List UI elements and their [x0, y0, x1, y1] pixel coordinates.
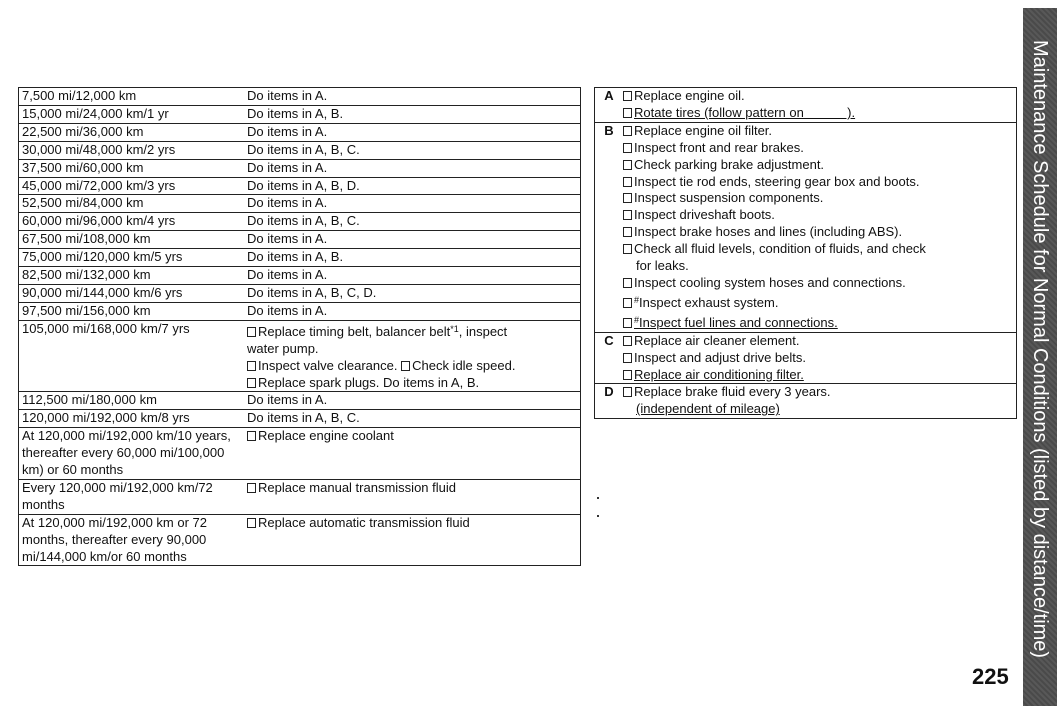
- action-cell: Do items in A.: [247, 267, 328, 283]
- table-row: [19, 195, 580, 213]
- group-d: [595, 384, 1016, 418]
- checkbox-icon: [623, 91, 632, 101]
- mileage-cell: At 120,000 mi/192,000 km/10 years, thereafter every 60,000 mi/100,000 km) or 60 months: [22, 428, 231, 478]
- item-text: Inspect suspension components.: [634, 190, 824, 206]
- group-items: [623, 333, 1016, 384]
- list-item: [623, 174, 1016, 191]
- action-cell: Do items in A, B.: [247, 105, 344, 121]
- hash-mark: #: [634, 314, 640, 325]
- checkbox-icon: [623, 318, 632, 328]
- group-items: [623, 384, 1016, 418]
- action-cell: Do items in A.: [247, 195, 328, 211]
- list-item: [623, 367, 1016, 384]
- list-item: [623, 241, 1016, 258]
- checkbox-icon: [623, 193, 632, 203]
- table-row: [19, 392, 580, 410]
- mileage-cell: 82,500 mi/132,000 km: [22, 267, 151, 283]
- footnote-mark: *1: [450, 323, 459, 334]
- action-cell: Do items in A, B, C.: [247, 141, 360, 157]
- action-cell: [247, 515, 580, 566]
- group-items: [623, 88, 1016, 122]
- checkbox-icon: [623, 370, 632, 380]
- table-row: [19, 303, 580, 321]
- table-row: [19, 249, 580, 267]
- mileage-cell: 105,000 mi/168,000 km/7 yrs: [22, 320, 190, 336]
- mileage-cell: 75,000 mi/120,000 km/5 yrs: [22, 249, 183, 265]
- item-text: Check all fluid levels, condition of fluids, and check: [634, 241, 926, 257]
- table-row-105k: [19, 321, 580, 393]
- mileage-cell: 37,500 mi/60,000 km: [22, 159, 144, 175]
- mileage-cell: At 120,000 mi/192,000 km or 72 months, thereafter every 90,000 mi/144,000 km/or 60 months: [22, 514, 208, 564]
- checkbox-icon: [623, 298, 632, 308]
- group-b: [595, 123, 1016, 333]
- table-row: [19, 410, 580, 428]
- checkbox-icon: [247, 361, 256, 371]
- item-text: Replace engine oil filter.: [634, 122, 773, 138]
- mileage-cell: 120,000 mi/192,000 km/8 yrs: [22, 410, 190, 426]
- item-text: Replace engine oil.: [634, 88, 745, 103]
- checkbox-icon: [623, 278, 632, 288]
- checkbox-icon: [623, 126, 632, 136]
- checkbox-icon: [623, 387, 632, 397]
- item-text: Inspect tie rod ends, steering gear box and boots.: [634, 173, 920, 189]
- checkbox-icon: [623, 143, 632, 153]
- table-row-manual-trans: [19, 480, 580, 515]
- action-text: Replace automatic transmission fluid: [258, 514, 470, 530]
- group-letter: C: [604, 332, 614, 348]
- table-row: [19, 178, 580, 196]
- mileage-cell: 60,000 mi/96,000 km/4 yrs: [22, 213, 176, 229]
- list-item: [623, 105, 1016, 122]
- action-cell: Do items in A.: [247, 159, 328, 175]
- list-item: [623, 207, 1016, 224]
- action-cell: Do items in A.: [247, 392, 328, 408]
- table-row: [19, 285, 580, 303]
- checkbox-icon: [247, 378, 256, 388]
- action-text: Check idle speed.: [412, 357, 516, 373]
- mileage-cell: 112,500 mi/180,000 km: [22, 392, 157, 408]
- item-text: Check parking brake adjustment.: [634, 156, 825, 172]
- section-title: Maintenance Schedule for Normal Conditions (listed by distance/time): [1029, 40, 1051, 659]
- list-item: [623, 224, 1016, 241]
- list-item: [623, 88, 1016, 105]
- action-cell: Do items in A, B, C.: [247, 410, 360, 426]
- mileage-cell: 22,500 mi/36,000 km: [22, 123, 144, 139]
- action-cell: Do items in A, B.: [247, 249, 344, 265]
- list-item: [623, 157, 1016, 174]
- action-cell: Do items in A, B, C.: [247, 213, 360, 229]
- item-text: Replace air cleaner element.: [634, 332, 800, 348]
- action-cell: Do items in A.: [247, 302, 328, 318]
- list-item-continuation: [623, 401, 1016, 418]
- checkbox-icon: [623, 177, 632, 187]
- hash-mark: #: [634, 294, 640, 305]
- checkbox-icon: [247, 518, 256, 528]
- checkbox-icon: [247, 431, 256, 441]
- action-text: Inspect valve clearance.: [258, 357, 398, 373]
- table-row-auto-trans: [19, 515, 580, 566]
- table-row: [19, 142, 580, 160]
- action-text: water pump.: [247, 340, 319, 356]
- action-cell: Do items in A, B, D.: [247, 177, 360, 193]
- list-item: [623, 333, 1016, 350]
- mileage-cell: 7,500 mi/12,000 km: [22, 88, 137, 103]
- maintenance-schedule-table: [18, 87, 581, 566]
- action-text: Replace spark plugs. Do items in A, B.: [258, 374, 480, 390]
- checkbox-icon: [401, 361, 410, 371]
- table-row: [19, 106, 580, 124]
- checkbox-icon: [623, 353, 632, 363]
- list-item: [623, 350, 1016, 367]
- item-text: for leaks.: [636, 258, 689, 274]
- item-text: Replace brake fluid every 3 years.: [634, 384, 831, 400]
- list-item: [623, 190, 1016, 207]
- group-items: [623, 123, 1016, 332]
- group-a: [595, 88, 1016, 123]
- item-text: Inspect and adjust drive belts.: [634, 349, 806, 365]
- checkbox-icon: [623, 227, 632, 237]
- item-text: Inspect exhaust system.: [639, 294, 779, 310]
- item-text: Inspect fuel lines and connections.: [639, 314, 838, 330]
- action-cell: [247, 428, 580, 479]
- action-text: Replace timing belt, balancer belt: [258, 323, 451, 339]
- mileage-cell: 45,000 mi/72,000 km/3 yrs: [22, 177, 176, 193]
- checkbox-icon: [623, 210, 632, 220]
- table-row: [19, 213, 580, 231]
- action-cell: Do items in A, B, C, D.: [247, 284, 377, 300]
- mileage-cell: 30,000 mi/48,000 km/2 yrs: [22, 141, 176, 157]
- list-item: [623, 275, 1016, 292]
- list-item: [623, 312, 1016, 332]
- action-text: Replace engine coolant: [258, 428, 394, 444]
- mileage-cell: 90,000 mi/144,000 km/6 yrs: [22, 284, 183, 300]
- item-text: Inspect cooling system hoses and connections.: [634, 274, 906, 290]
- mileage-cell: 52,500 mi/84,000 km: [22, 195, 144, 211]
- table-row: [19, 160, 580, 178]
- group-letter: A: [604, 88, 614, 103]
- checkbox-icon: [247, 483, 256, 493]
- group-letter: D: [604, 384, 614, 400]
- item-text: Rotate tires (follow pattern on ).: [634, 104, 856, 120]
- mileage-cell: Every 120,000 mi/192,000 km/72 months: [22, 479, 213, 512]
- action-cell: Do items in A.: [247, 231, 328, 247]
- checkbox-icon: [623, 336, 632, 346]
- checkbox-icon: [247, 327, 256, 337]
- table-row: [19, 88, 580, 106]
- list-item: [623, 384, 1016, 401]
- action-text: , inspect: [458, 323, 508, 339]
- checkbox-icon: [623, 160, 632, 170]
- table-row: [19, 231, 580, 249]
- mileage-cell: 15,000 mi/24,000 km/1 yr: [22, 105, 169, 121]
- action-text: Replace manual transmission fluid: [258, 479, 456, 495]
- list-item: [623, 292, 1016, 312]
- mileage-cell: 97,500 mi/156,000 km: [22, 302, 151, 318]
- service-items-table: [594, 87, 1017, 419]
- item-text: Inspect brake hoses and lines (including ABS).: [634, 224, 903, 240]
- list-item-continuation: [623, 258, 1016, 275]
- item-text: (independent of mileage): [636, 401, 780, 417]
- group-c: [595, 333, 1016, 385]
- group-letter: B: [604, 122, 614, 138]
- list-item: [623, 140, 1016, 157]
- table-row-coolant: [19, 428, 580, 480]
- mileage-cell: 67,500 mi/108,000 km: [22, 231, 151, 247]
- table-row: [19, 267, 580, 285]
- stray-mark: [597, 497, 599, 499]
- table-row: [19, 124, 580, 142]
- checkbox-icon: [623, 244, 632, 254]
- page-number: 225: [972, 664, 1009, 689]
- action-cell: Do items in A.: [247, 123, 328, 139]
- list-item: [623, 123, 1016, 140]
- checkbox-icon: [623, 108, 632, 118]
- action-cell: Do items in A.: [247, 88, 328, 103]
- stray-mark: [597, 515, 599, 517]
- action-cell: [247, 480, 580, 514]
- item-text: Inspect front and rear brakes.: [634, 139, 804, 155]
- item-text: Replace air conditioning filter.: [634, 366, 804, 382]
- action-cell: [247, 321, 580, 392]
- item-text: Inspect driveshaft boots.: [634, 207, 775, 223]
